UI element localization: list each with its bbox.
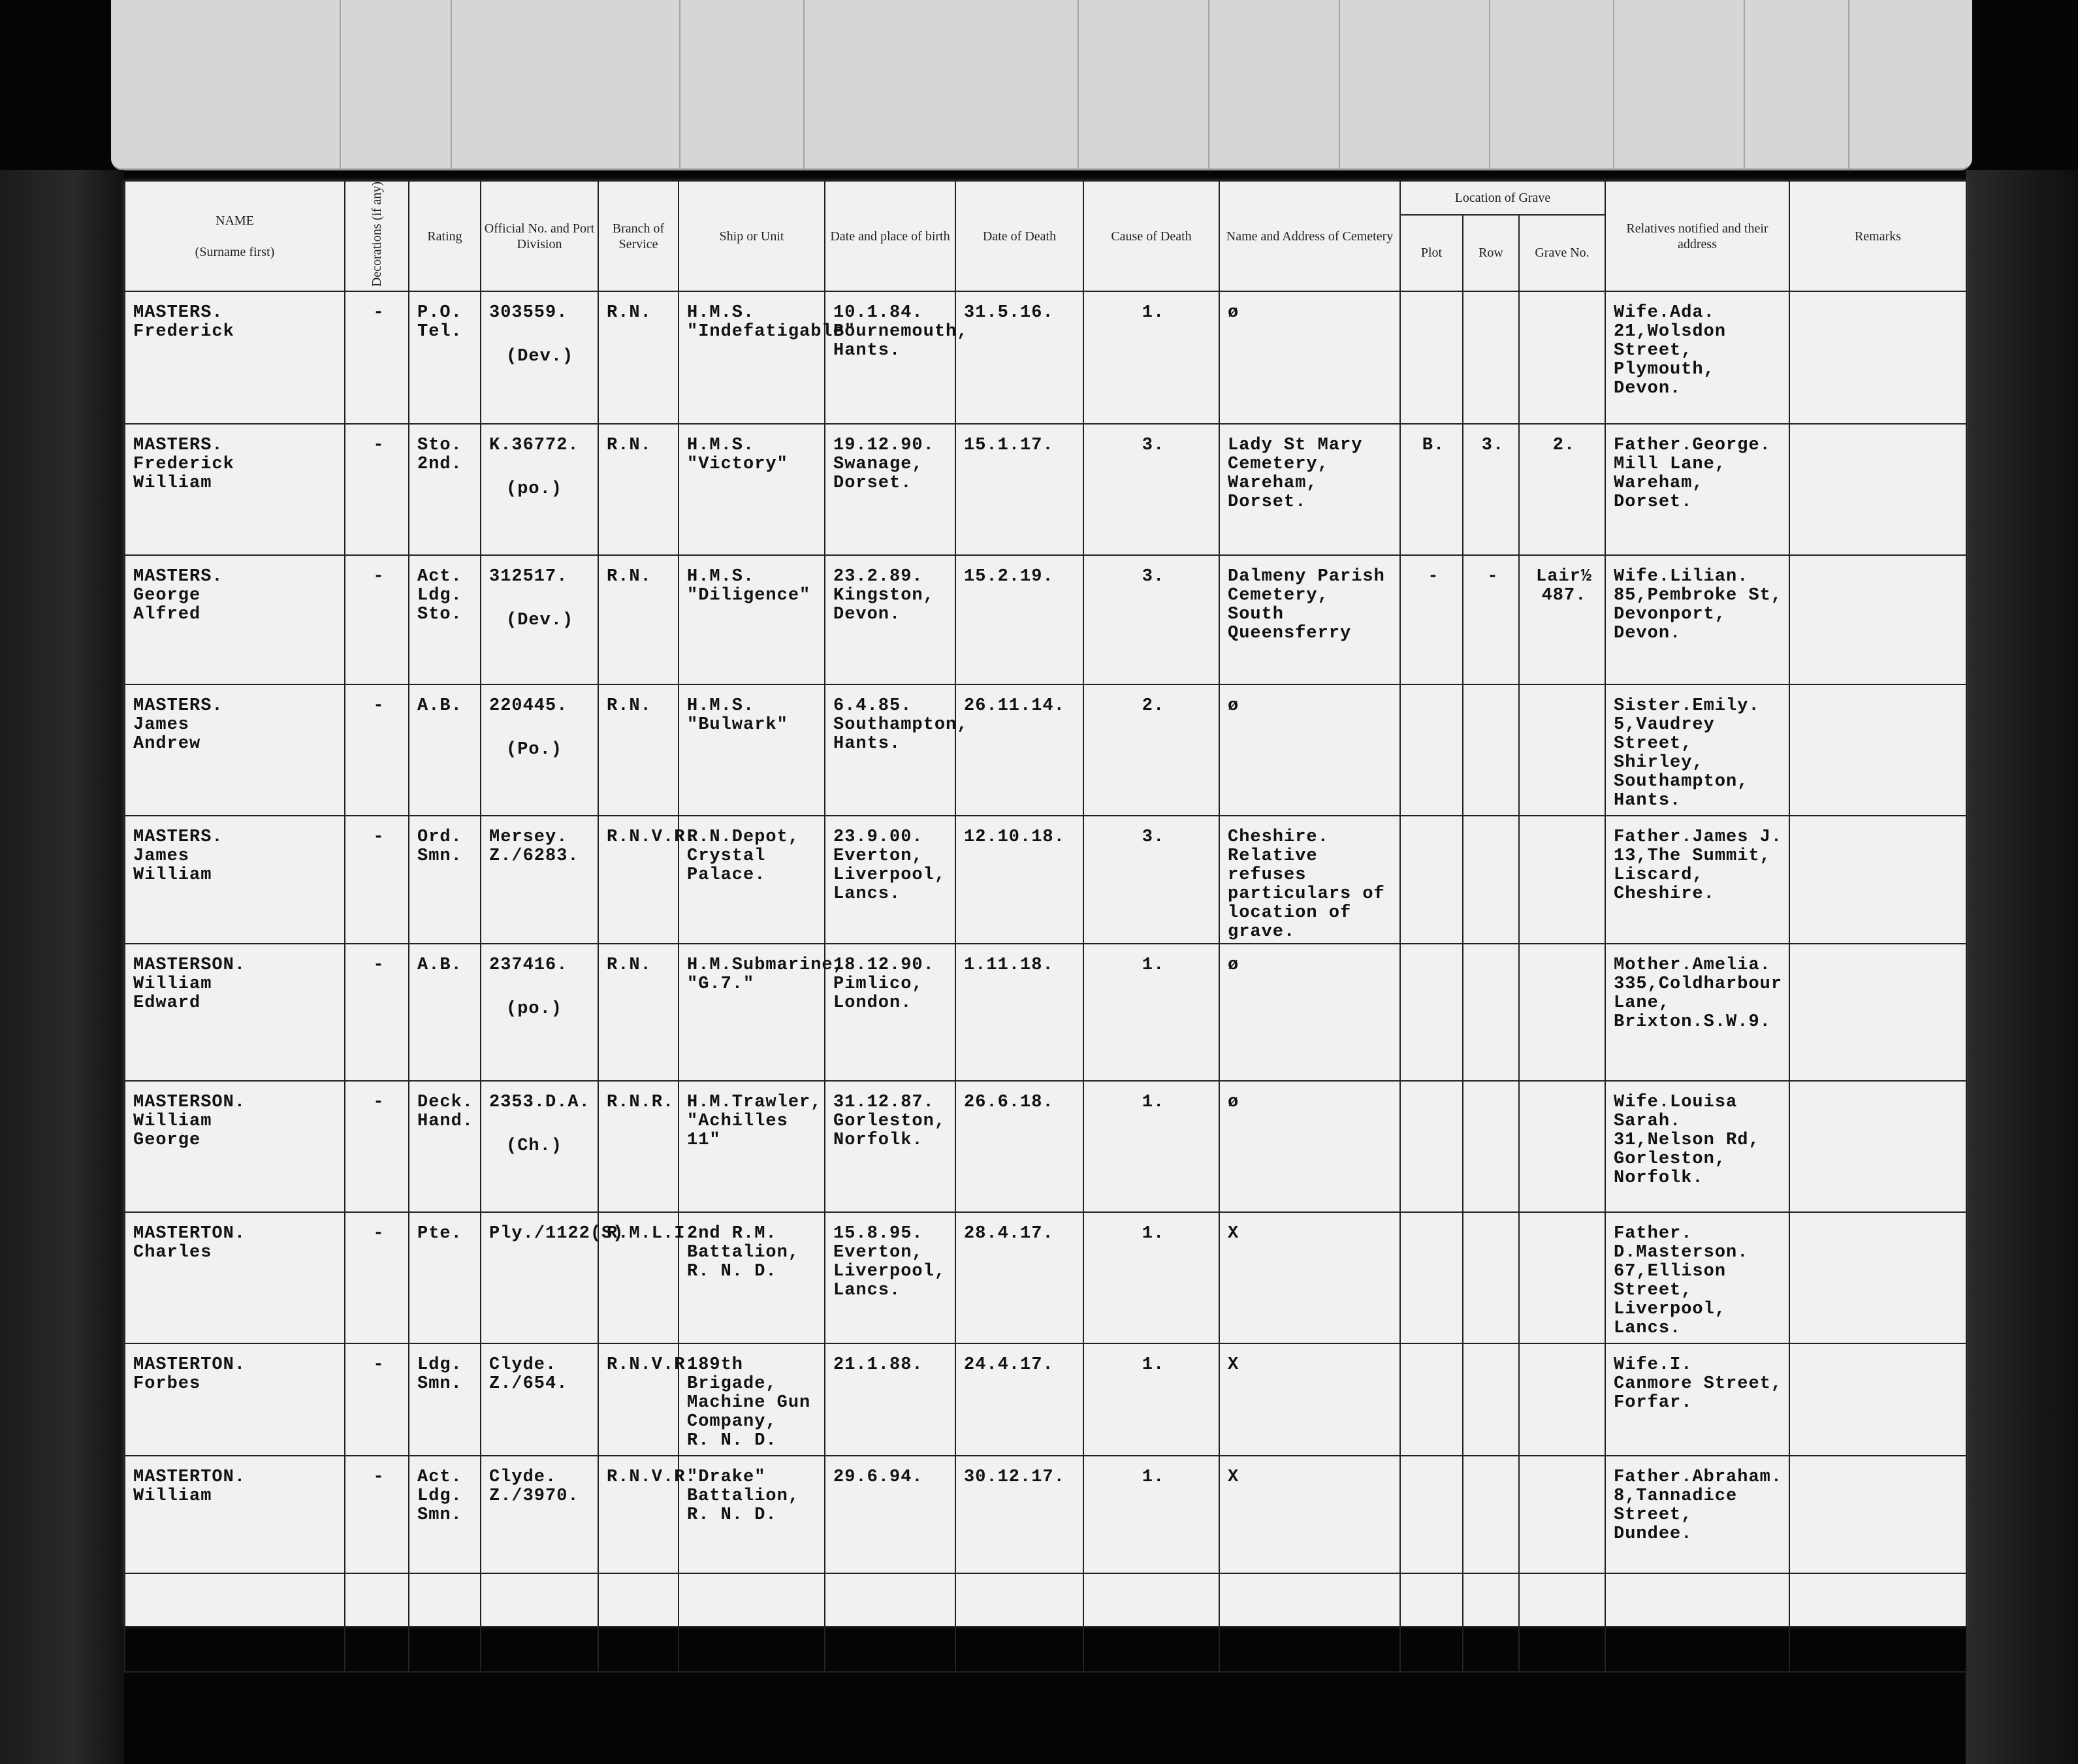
cell-name (125, 684, 345, 816)
cell-cemetery: Lady St Mary Cemetery, Wareham, Dorset. (1219, 424, 1400, 555)
official-number: 2353.D.A. (489, 1093, 590, 1113)
cell-cemetery: X (1219, 1212, 1400, 1343)
cell-rating: Act. Ldg. Smn. (409, 1456, 481, 1573)
cell-grave-no (1519, 684, 1605, 816)
port-division: (po.) (506, 479, 563, 500)
cell-decoration: - (345, 291, 409, 424)
cell-empty (481, 1573, 598, 1672)
cell-death-date: 31.5.16. (955, 291, 1083, 424)
cell-cause: 3. (1083, 555, 1219, 684)
cell-cause: 3. (1083, 424, 1219, 555)
cell-cemetery: ø (1219, 684, 1400, 816)
cell-official-no (481, 1081, 598, 1212)
cell-empty (1605, 1573, 1789, 1672)
cell-row (1463, 1456, 1519, 1573)
given-names: Charles (133, 1243, 212, 1263)
cell-death-date: 15.2.19. (955, 555, 1083, 684)
table-row (125, 816, 1966, 944)
cell-name (125, 1456, 345, 1573)
port-division: (Dev.) (506, 611, 574, 631)
given-names: James William (133, 846, 212, 886)
cell-plot: B. (1400, 424, 1463, 555)
cell-ship: H.M.Trawler, "Achilles 11" (679, 1081, 825, 1212)
given-names: George Alfred (133, 586, 201, 625)
header-death-date: Date of Death (955, 181, 1083, 291)
cell-cause: 1. (1083, 1081, 1219, 1212)
official-number: Clyde. Z./3970. (489, 1467, 579, 1507)
cell-plot (1400, 684, 1463, 816)
register-sheet (124, 180, 1966, 1626)
given-names: James Andrew (133, 715, 201, 754)
cell-decoration: - (345, 816, 409, 944)
cell-empty (345, 1573, 409, 1672)
cell-remarks (1789, 424, 1966, 555)
cell-cause: 2. (1083, 684, 1219, 816)
cell-row (1463, 1212, 1519, 1343)
cell-grave-no (1519, 1212, 1605, 1343)
cell-plot (1400, 1343, 1463, 1456)
given-names: Frederick William (133, 455, 234, 494)
cell-death-date: 15.1.17. (955, 424, 1083, 555)
surname: MASTERS. (133, 696, 223, 716)
cell-birth: 29.6.94. (825, 1456, 955, 1573)
cell-death-date: 28.4.17. (955, 1212, 1083, 1343)
cell-death-date: 30.12.17. (955, 1456, 1083, 1573)
cell-relatives: Father. D.Masterson. 67,Ellison Street, Liverpool, Lancs. (1605, 1212, 1789, 1343)
cell-row: - (1463, 555, 1519, 684)
port-division: (Ch.) (506, 1136, 563, 1157)
table-row (125, 1081, 1966, 1212)
cell-row: 3. (1463, 424, 1519, 555)
cell-empty (955, 1573, 1083, 1672)
cell-birth: 23.9.00. Everton, Liverpool, Lancs. (825, 816, 955, 944)
cell-remarks (1789, 291, 1966, 424)
cell-ship: R.N.Depot, Crystal Palace. (679, 816, 825, 944)
cell-ship: 189th Brigade, Machine Gun Company, R. N. D. (679, 1343, 825, 1456)
cell-decoration: - (345, 1081, 409, 1212)
cell-branch: R.N. (598, 684, 679, 816)
surname: MASTERTON. (133, 1224, 246, 1244)
surname: MASTERS. (133, 567, 223, 587)
header-official-no: Official No. and Port Division (481, 181, 598, 291)
cell-death-date: 1.11.18. (955, 944, 1083, 1081)
cell-death-date: 26.6.18. (955, 1081, 1083, 1212)
cell-birth: 6.4.85. Southampton, Hants. (825, 684, 955, 816)
cell-official-no (481, 1456, 598, 1573)
cell-branch: R.N.V.R. (598, 1343, 679, 1456)
cell-name (125, 424, 345, 555)
cell-branch: R.N.V.R. (598, 1456, 679, 1573)
surname: MASTERSON. (133, 1093, 246, 1113)
table-row (125, 424, 1966, 555)
cell-rating: Pte. (409, 1212, 481, 1343)
cell-empty (1083, 1573, 1219, 1672)
cell-birth: 18.12.90. Pimlico, London. (825, 944, 955, 1081)
cell-grave-no (1519, 1456, 1605, 1573)
cell-rating: Act. Ldg. Sto. (409, 555, 481, 684)
cell-branch: R.N.V.R. (598, 816, 679, 944)
cell-birth: 19.12.90. Swanage, Dorset. (825, 424, 955, 555)
cell-empty (1400, 1573, 1463, 1672)
cell-empty (125, 1573, 345, 1672)
surname: MASTERTON. (133, 1467, 246, 1488)
cell-birth: 15.8.95. Everton, Liverpool, Lancs. (825, 1212, 955, 1343)
table-row (125, 1456, 1966, 1573)
header-name: NAME (Surname first) (125, 181, 345, 291)
surname: MASTERS. (133, 436, 223, 456)
cell-branch: R.N. (598, 424, 679, 555)
cell-relatives: Wife.Ada. 21,Wolsdon Street, Plymouth, Devon. (1605, 291, 1789, 424)
cell-cemetery: X (1219, 1456, 1400, 1573)
book-edge-right (1966, 170, 2078, 1764)
cell-death-date: 26.11.14. (955, 684, 1083, 816)
cell-cemetery: ø (1219, 291, 1400, 424)
cell-relatives: Wife.Louisa Sarah. 31,Nelson Rd, Gorleston, Norfolk. (1605, 1081, 1789, 1212)
official-number: 312517. (489, 567, 568, 587)
official-number: 237416. (489, 955, 568, 976)
cell-row (1463, 944, 1519, 1081)
cell-ship: 2nd R.M. Battalion, R. N. D. (679, 1212, 825, 1343)
cell-empty (1219, 1573, 1400, 1672)
casualty-register-table (124, 180, 1967, 1673)
cell-empty (1463, 1573, 1519, 1672)
cell-empty (1789, 1573, 1966, 1672)
header-relatives: Relatives notified and their address (1605, 181, 1789, 291)
cell-plot (1400, 1212, 1463, 1343)
cell-grave-no (1519, 291, 1605, 424)
cell-official-no (481, 684, 598, 816)
cell-birth: 23.2.89. Kingston, Devon. (825, 555, 955, 684)
cell-rating: Ord. Smn. (409, 816, 481, 944)
cell-decoration: - (345, 1343, 409, 1456)
cell-row (1463, 291, 1519, 424)
previous-page (111, 0, 1972, 170)
cell-birth: 21.1.88. (825, 1343, 955, 1456)
cell-row (1463, 816, 1519, 944)
cell-cause: 3. (1083, 816, 1219, 944)
given-names: William Edward (133, 974, 212, 1014)
cell-remarks (1789, 816, 1966, 944)
cell-cause: 1. (1083, 944, 1219, 1081)
header-remarks: Remarks (1789, 181, 1966, 291)
header-decorations: Decorations (if any) (345, 181, 409, 291)
header-rating: Rating (409, 181, 481, 291)
surname: MASTERS. (133, 303, 223, 323)
cell-ship: H.M.Submarine, "G.7." (679, 944, 825, 1081)
cell-birth: 31.12.87. Gorleston, Norfolk. (825, 1081, 955, 1212)
cell-row (1463, 1081, 1519, 1212)
cell-official-no (481, 1343, 598, 1456)
cell-rating: Ldg. Smn. (409, 1343, 481, 1456)
cell-remarks (1789, 555, 1966, 684)
table-row (125, 291, 1966, 424)
cell-relatives: Mother.Amelia. 335,Coldharbour Lane, Brixton.S.W.9. (1605, 944, 1789, 1081)
given-names: Frederick (133, 322, 234, 342)
cell-rating: A.B. (409, 684, 481, 816)
given-names: William (133, 1486, 212, 1507)
cell-cause: 1. (1083, 1456, 1219, 1573)
surname: MASTERS. (133, 827, 223, 848)
cell-cemetery: Cheshire. Relative refuses particulars of location of grave. (1219, 816, 1400, 944)
cell-decoration: - (345, 1212, 409, 1343)
header-cemetery: Name and Address of Cemetery (1219, 181, 1400, 291)
cell-cemetery: X (1219, 1343, 1400, 1456)
cell-name (125, 291, 345, 424)
port-division: (Dev.) (506, 347, 574, 367)
cell-plot (1400, 1081, 1463, 1212)
cell-empty (679, 1573, 825, 1672)
cell-official-no (481, 555, 598, 684)
cell-decoration: - (345, 555, 409, 684)
cell-rating: P.O. Tel. (409, 291, 481, 424)
official-number: Clyde. Z./654. (489, 1355, 568, 1394)
cell-decoration: - (345, 684, 409, 816)
table-row (125, 684, 1966, 816)
cell-plot (1400, 944, 1463, 1081)
cell-cause: 1. (1083, 1212, 1219, 1343)
cell-ship: H.M.S. "Diligence" (679, 555, 825, 684)
header-branch: Branch of Service (598, 181, 679, 291)
given-names: William George (133, 1112, 212, 1151)
cell-death-date: 24.4.17. (955, 1343, 1083, 1456)
cell-cause: 1. (1083, 291, 1219, 424)
cell-name (125, 1081, 345, 1212)
cell-relatives: Wife.I. Canmore Street, Forfar. (1605, 1343, 1789, 1456)
cell-rating: Sto. 2nd. (409, 424, 481, 555)
cell-grave-no (1519, 1343, 1605, 1456)
header-plot: Plot (1400, 215, 1463, 291)
cell-decoration: - (345, 1456, 409, 1573)
cell-name (125, 555, 345, 684)
official-number: K.36772. (489, 436, 579, 456)
cell-row (1463, 684, 1519, 816)
cell-name (125, 1212, 345, 1343)
cell-death-date: 12.10.18. (955, 816, 1083, 944)
cell-cemetery: Dalmeny Parish Cemetery, South Queensferry (1219, 555, 1400, 684)
cell-ship: "Drake" Battalion, R. N. D. (679, 1456, 825, 1573)
cell-rating: A.B. (409, 944, 481, 1081)
cell-relatives: Sister.Emily. 5,Vaudrey Street, Shirley, Southampton, Hants. (1605, 684, 1789, 816)
official-number: 303559. (489, 303, 568, 323)
cell-remarks (1789, 1343, 1966, 1456)
header-birth: Date and place of birth (825, 181, 955, 291)
cell-name (125, 816, 345, 944)
table-row-empty (125, 1573, 1966, 1672)
book-gutter-left (0, 170, 124, 1764)
surname: MASTERTON. (133, 1355, 246, 1375)
cell-decoration: - (345, 944, 409, 1081)
table-row (125, 1212, 1966, 1343)
cell-plot (1400, 1456, 1463, 1573)
port-division: (po.) (506, 999, 563, 1019)
table-row (125, 555, 1966, 684)
official-number: Ply./1122(S) (489, 1224, 624, 1244)
cell-plot (1400, 291, 1463, 424)
cell-grave-no: 2. (1519, 424, 1605, 555)
cell-empty (1519, 1573, 1605, 1672)
surname: MASTERSON. (133, 955, 246, 976)
table-row (125, 1343, 1966, 1456)
header-location: Location of Grave (1400, 181, 1605, 215)
official-number: 220445. (489, 696, 568, 716)
cell-official-no (481, 1212, 624, 1343)
cell-name (125, 1343, 345, 1456)
cell-relatives: Father.Abraham. 8,Tannadice Street, Dundee. (1605, 1456, 1789, 1573)
header-ship: Ship or Unit (679, 181, 825, 291)
cell-ship: H.M.S. "Bulwark" (679, 684, 825, 816)
port-division: (Po.) (506, 740, 563, 760)
cell-official-no (481, 944, 598, 1081)
cell-empty (825, 1573, 955, 1672)
given-names: Forbes (133, 1374, 201, 1394)
header-cause: Cause of Death (1083, 181, 1219, 291)
official-number: Mersey. Z./6283. (489, 827, 579, 867)
cell-remarks (1789, 944, 1966, 1081)
cell-remarks (1789, 684, 1966, 816)
cell-grave-no (1519, 816, 1605, 944)
header-grave-no: Grave No. (1519, 215, 1605, 291)
cell-branch: R.N. (598, 944, 679, 1081)
cell-branch: R.M.L.I. (598, 1212, 679, 1343)
cell-empty (409, 1573, 481, 1672)
cell-grave-no (1519, 1081, 1605, 1212)
cell-grave-no (1519, 944, 1605, 1081)
cell-grave-no: Lair½ 487. (1519, 555, 1605, 684)
cell-plot (1400, 816, 1463, 944)
cell-name (125, 944, 345, 1081)
cell-ship: H.M.S. "Indefatigable" (679, 291, 825, 424)
cell-cemetery: ø (1219, 1081, 1400, 1212)
cell-branch: R.N. (598, 555, 679, 684)
cell-remarks (1789, 1081, 1966, 1212)
cell-official-no (481, 424, 598, 555)
cell-ship: H.M.S. "Victory" (679, 424, 825, 555)
cell-birth: 10.1.84. Bournemouth, Hants. (825, 291, 955, 424)
cell-decoration: - (345, 424, 409, 555)
header-row: Row (1463, 215, 1519, 291)
cell-relatives: Father.George. Mill Lane, Wareham, Dorset. (1605, 424, 1789, 555)
cell-row (1463, 1343, 1519, 1456)
cell-official-no (481, 291, 598, 424)
cell-rating: Deck. Hand. (409, 1081, 481, 1212)
cell-branch: R.N. (598, 291, 679, 424)
cell-official-no (481, 816, 598, 944)
cell-relatives: Father.James J. 13,The Summit, Liscard, Cheshire. (1605, 816, 1789, 944)
cell-cause: 1. (1083, 1343, 1219, 1456)
cell-empty (598, 1573, 679, 1672)
cell-relatives: Wife.Lilian. 85,Pembroke St, Devonport, Devon. (1605, 555, 1789, 684)
cell-remarks (1789, 1456, 1966, 1573)
cell-branch: R.N.R. (598, 1081, 679, 1212)
cell-remarks (1789, 1212, 1966, 1343)
table-row (125, 944, 1966, 1081)
cell-plot: - (1400, 555, 1463, 684)
cell-cemetery: ø (1219, 944, 1400, 1081)
